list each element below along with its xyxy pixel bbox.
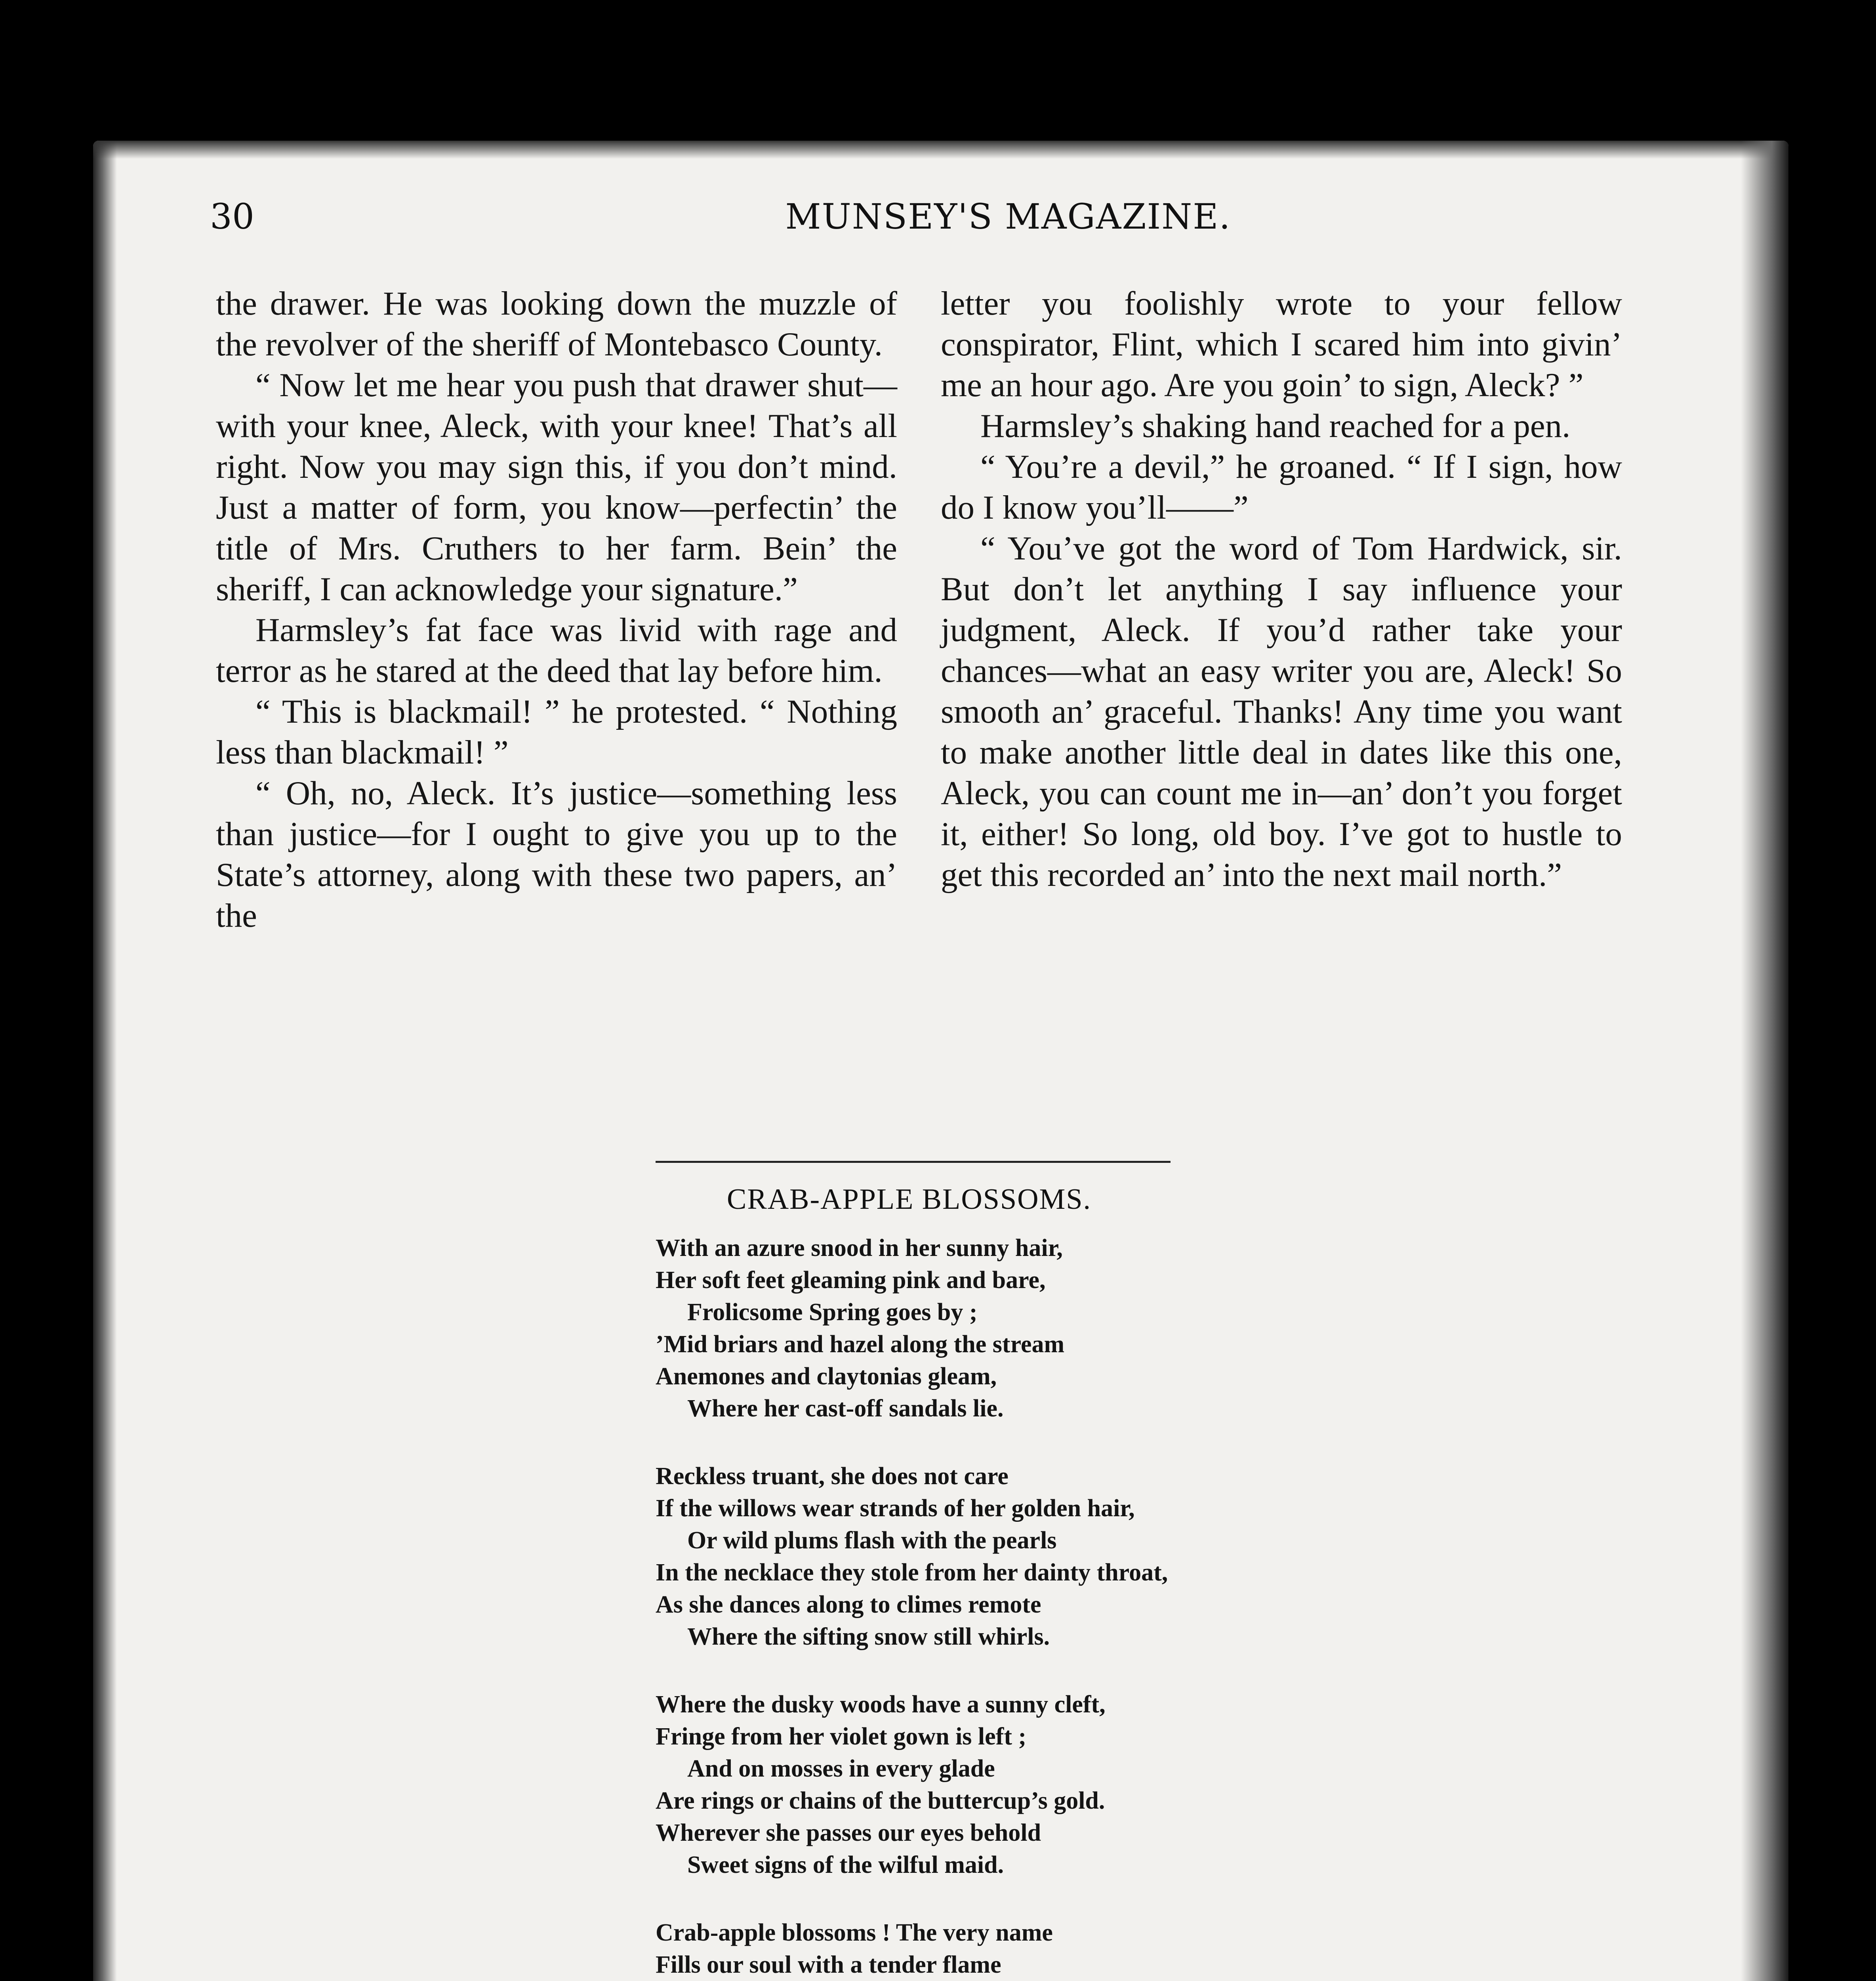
story-paragraph: “ This is blackmail! ” he protested. “ Nothing less than blackmail! ”: [216, 693, 897, 771]
poem-line: If the willows wear strands of her golden hair,: [656, 1495, 1135, 1522]
poem-line: Reckless truant, she does not care: [656, 1463, 1009, 1490]
poem-title: CRAB-APPLE BLOSSOMS.: [726, 1183, 1091, 1216]
poem-line: Where her cast-off sandals lie.: [687, 1395, 1004, 1422]
running-head: MUNSEY'S MAGAZINE.: [785, 196, 1231, 237]
poem-line: Wherever she passes our eyes behold: [656, 1819, 1041, 1846]
poem-stanza: [656, 1232, 1448, 1425]
poem-line: With an azure snood in her sunny hair,: [656, 1235, 1063, 1262]
poem-stanza: [656, 1917, 1448, 1981]
story-paragraph: “ Now let me hear you push that drawer shut—with your knee, Aleck, with your knee! That’s all right. Now you may sign this, if you don’t mind. Just a matter of form, you know—perfectin’ the title of Mrs. Cruthers to her farm. Bein’ the sheriff, I can acknowledge your signature.”: [216, 366, 897, 608]
poem-line: Crab-apple blossoms ! The very name: [656, 1919, 1053, 1946]
poem-line: Fills our soul with a tender flame: [656, 1951, 1001, 1978]
poem-line: And on mosses in every glade: [687, 1755, 995, 1782]
poem-line: Sweet signs of the wilful maid.: [687, 1851, 1004, 1878]
story-paragraph: Harmsley’s shaking hand reached for a pen.: [980, 407, 1571, 445]
page-number: 30: [210, 196, 254, 237]
poem-line: As she dances along to climes remote: [656, 1591, 1041, 1618]
story-left-column: [216, 283, 897, 936]
poem-line: Frolicsome Spring goes by ;: [687, 1299, 978, 1326]
story-paragraph: the drawer. He was looking down the muzzle of the revolver of the sheriff of Montebasco County.: [216, 285, 897, 363]
story-paragraph: letter you foolishly wrote to your fellow conspirator, Flint, which I scared him into givin’ me an hour ago. Are you goin’ to sign, Aleck? ”: [941, 285, 1622, 404]
poem-line: ’Mid briars and hazel along the stream: [656, 1331, 1065, 1358]
magazine-page: [93, 141, 1788, 1981]
poem-line: Where the dusky woods have a sunny cleft,: [656, 1691, 1106, 1718]
poem-line: Fringe from her violet gown is left ;: [656, 1723, 1027, 1750]
page-edge-shadow: [93, 141, 117, 1981]
story-paragraph: “ Oh, no, Aleck. It’s justice—something less than justice—for I ought to give you up to the State’s attorney, along with these two papers, an’ the: [216, 775, 897, 934]
page-top-shadow: [93, 141, 1788, 159]
poem-stanza: [656, 1689, 1448, 1881]
poem-line: Anemones and claytonias gleam,: [656, 1363, 997, 1390]
poem-line: Her soft feet gleaming pink and bare,: [656, 1267, 1046, 1294]
poem-stanza: [656, 1460, 1448, 1653]
story-right-column: [941, 283, 1622, 895]
story-paragraph: Harmsley’s fat face was livid with rage and terror as he stared at the deed that lay before him.: [216, 611, 897, 689]
page-gutter-shadow: [1741, 141, 1788, 1981]
poem-line: Where the sifting snow still whirls.: [687, 1623, 1050, 1650]
story-paragraph: “ You’re a devil,” he groaned. “ If I sign, how do I know you’ll——”: [941, 448, 1622, 526]
poem-body: [656, 1232, 1448, 1981]
poem-line: In the necklace they stole from her dainty throat,: [656, 1559, 1168, 1586]
section-divider-short: [656, 1161, 1171, 1163]
poem-line: Or wild plums flash with the pearls: [687, 1527, 1057, 1554]
poem-line: Are rings or chains of the buttercup’s gold.: [656, 1787, 1105, 1814]
story-paragraph: “ You’ve got the word of Tom Hardwick, sir. But don’t let anything I say influence your judgment, Aleck. If you’d rather take your chances—what an easy writer you are, Aleck! So smooth an’ graceful. Thanks! Any time you want to make another little deal in dates like this one, Aleck, you can count me in—an’ don’t you forget it, either! So long, old boy. I’ve got to hustle to get this recorded an’ into the next mail north.”: [941, 530, 1622, 893]
